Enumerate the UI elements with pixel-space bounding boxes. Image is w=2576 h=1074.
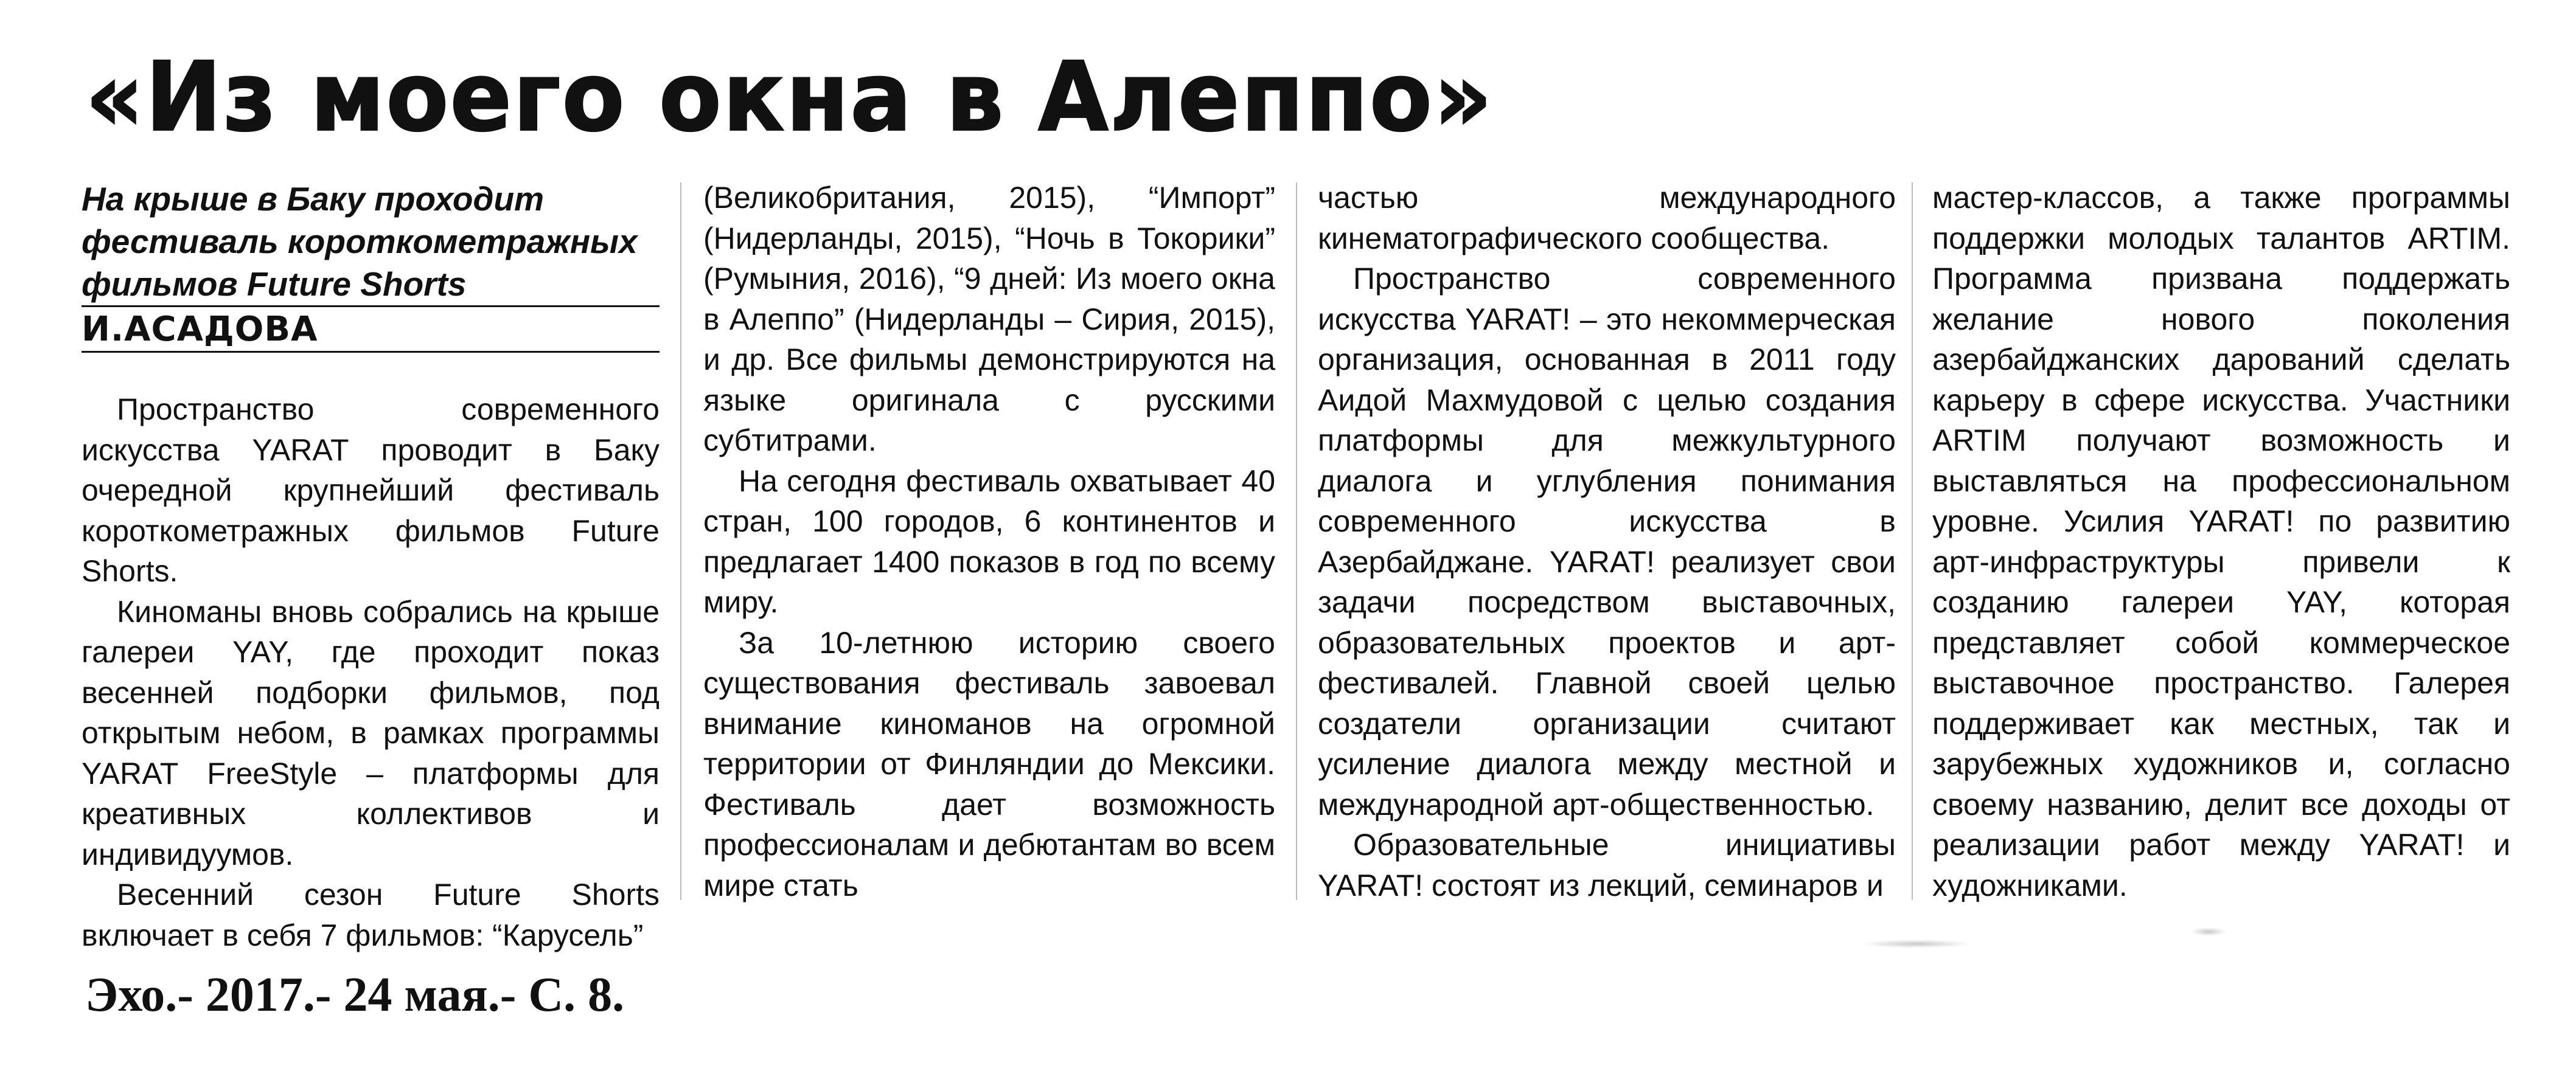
article-paragraph: На сегодня фестиваль охватывает 40 стран, 100 городов, 6 континентов и предлагает 1400 показов в год по всему миру. — [703, 463, 1275, 619]
scan-smudge — [2190, 927, 2227, 936]
author-byline — [82, 305, 660, 353]
article-paragraph: Образовательные инициативы YARAT! состоят из лекций, семинаров и — [1318, 828, 1896, 903]
article-paragraph: За 10-летнюю историю своего существования фестиваль завоевал внимание киноманов на огромной территории от Финляндии до Мексики. Фестиваль дает возможность профессионалам и дебютантам во всем мире стать — [703, 625, 1275, 903]
article-paragraph: Пространство современного искусства YARAT! – это некоммерческая организация, основанная в 2011 году Аидой Махмудовой с целью создания платформы для межкультурного диалога и углубления понимания современного искусства в Азербайджане. YARAT! реализует свои задачи посредством выставочных, образовательных проектов и арт-фестивалей. Главной своей целью создатели организации считают усиление диалога между местной и международной арт-общественностью. — [1318, 262, 1896, 822]
source-citation: Эхо.- 2017.- 24 мая.- С. 8. — [85, 968, 625, 1022]
article-paragraph: (Великобритания, 2015), “Импорт” (Нидерланды, 2015), “Ночь в Токорики” (Румыния, 2016), “9 дней: Из моего окна в Алеппо” (Нидерланды – Сирия, 2015), и др. Все фильмы демонстрируются на языке оригинала с русскими субтитрами. — [703, 181, 1275, 457]
article-lead: На крыше в Баку проходит фестиваль короткометражных фильмов Future Shorts — [82, 180, 638, 303]
article-column-2 — [703, 178, 1275, 907]
column-rule — [680, 182, 681, 900]
article-column-1 — [82, 178, 660, 952]
article-paragraph: частью международного кинематографического сообщества. — [1318, 181, 1896, 255]
column-rule — [1296, 182, 1297, 900]
article-headline: «Из моего окна в Алеппо» — [85, 41, 1494, 153]
article-column-4 — [1932, 178, 2510, 907]
article-paragraph: Киноманы вновь собрались на крыше галереи YAY, где проходит показ весенней подборки фильмов, под открытым небом, в рамках программы YARAT FreeStyle – платформы для креативных коллективов и индивидуумов. — [82, 594, 660, 871]
article-column-3 — [1318, 178, 1896, 907]
scan-smudge — [1862, 940, 1971, 948]
article-paragraph: Пространство современного искусства YARAT проводит в Баку очередной крупнейший фестиваль короткометражных фильмов Future Shorts. — [82, 392, 660, 588]
article-paragraph: Весенний сезон Future Shorts включает в себя 7 фильмов: “Карусель” — [82, 878, 660, 952]
article-paragraph: мастер-классов, а также программы поддержки молодых талантов ARTIM. Программа призвана поддержать желание нового поколения азербайджанских дарований сделать карьеру в сфере искусства. Участники ARTIM получают возможность и выставляться на профессиональном уровне. Усилия YARAT! по развитию арт-инфраструктуры привели к созданию галереи YAY, которая представляет собой коммерческое выставочное пространство. Галерея поддерживает как местных, так и зарубежных художников и, согласно своему названию, делит все доходы от реализации работ между YARAT! и художниками. — [1932, 181, 2510, 903]
author-name: И.АСАДОВА — [82, 310, 318, 349]
column-rule — [1912, 182, 1913, 900]
